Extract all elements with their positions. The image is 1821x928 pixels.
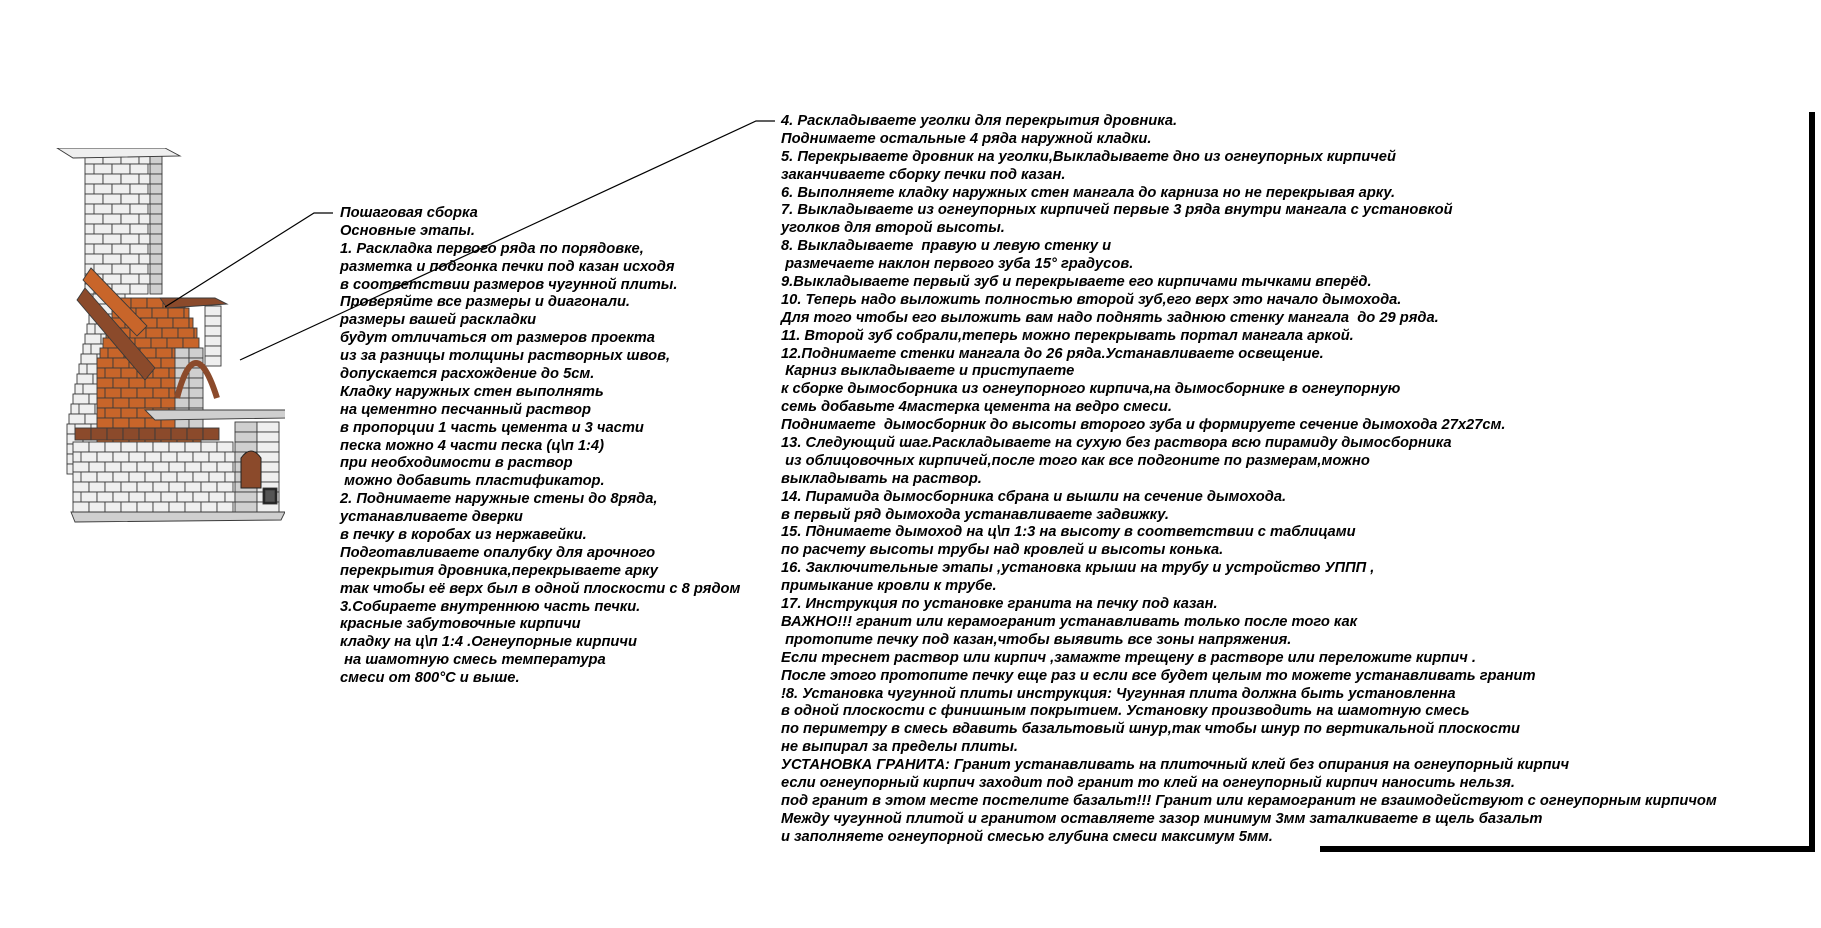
chimney-brick (103, 254, 121, 264)
firebrick-lining (189, 348, 203, 358)
right-instructions-column (781, 113, 1717, 847)
left-instruction-line: Пошаговая сборка (340, 205, 478, 221)
base-wall-brick (209, 472, 225, 482)
chimney-brick (130, 284, 148, 294)
base-wall-brick (121, 482, 137, 492)
base-wall-brick (137, 502, 153, 512)
base-wall-brick (185, 442, 201, 452)
base-wall-brick (89, 462, 105, 472)
chimney-side-brick (150, 204, 162, 214)
chimney-brick (85, 174, 103, 184)
red-core-brick (129, 378, 145, 388)
left-instruction-line: 3.Собираете внутреннюю часть печки. (340, 598, 641, 615)
base-wall-brick (121, 442, 137, 452)
left-instruction-line: в соответствии размеров чугунной плиты. (340, 276, 678, 293)
chimney-brick (112, 264, 130, 274)
base-wall-brick (145, 452, 161, 462)
left-instruction-line: так чтобы её верх был в одной плоскости с 8 рядом (340, 580, 741, 597)
right-instruction-line: заканчиваете сборку печки под казан. (781, 166, 1066, 183)
base-wall-brick (225, 452, 235, 462)
bottom-band-brick (171, 428, 187, 440)
right-instruction-line: в первый ряд дымохода устанавливаете задвижку. (781, 506, 1169, 523)
red-core-brick (113, 398, 129, 408)
red-core-brick (184, 308, 189, 318)
red-core-brick (97, 358, 113, 368)
chimney-brick (112, 244, 130, 254)
red-core-brick (129, 418, 145, 428)
red-core-brick (121, 368, 137, 378)
left-instruction-line: Кладку наружных стен выполнять (340, 383, 604, 400)
base-wall-brick (129, 472, 145, 482)
red-core-brick (178, 328, 194, 338)
kazan-stove-brick (235, 442, 257, 452)
left-instruction-line: 2. Поднимаете наружные стены до 8ряда, (340, 491, 658, 508)
chimney-brick (94, 224, 112, 234)
chimney-brick (94, 184, 112, 194)
right-instruction-line: После этого протопите печку еще раз и если все будет целым то можете устанавливать гранит (781, 667, 1536, 684)
base-wall-brick (169, 502, 185, 512)
base-wall-brick (121, 502, 137, 512)
kazan-stove-brick (257, 442, 279, 452)
base-wall-brick (201, 442, 217, 452)
base-wall-brick (169, 442, 185, 452)
base-wall-brick (137, 482, 153, 492)
red-core-brick (113, 358, 129, 368)
right-instruction-line: 11. Второй зуб собрали,теперь можно перекрывать портал мангала аркой. (781, 327, 1354, 344)
kazan-stove-brick (235, 422, 257, 432)
red-core-brick (173, 318, 189, 328)
base-wall-brick (81, 492, 97, 502)
outer-wall-brick (79, 404, 95, 414)
base-wall-brick (153, 442, 169, 452)
base-wall-brick (105, 442, 121, 452)
base-wall-brick (97, 492, 113, 502)
base-wall-brick (105, 502, 121, 512)
outer-wall-brick (73, 394, 89, 404)
base-wall-brick (121, 462, 137, 472)
chimney-brick (139, 234, 150, 244)
chimney-brick (94, 244, 112, 254)
chimney-brick (103, 234, 121, 244)
firebrick-lining (189, 368, 203, 378)
chimney-cap (57, 148, 180, 158)
left-instruction-line: из за разницы толщины растворных швов, (340, 348, 671, 365)
base-wall-brick (177, 452, 193, 462)
base-wall-brick (201, 502, 217, 512)
chimney-side-brick (150, 264, 162, 274)
chimney-side-brick (150, 194, 162, 204)
chimney-side-brick (150, 254, 162, 264)
chimney-brick (139, 214, 150, 224)
base-wall-brick (177, 472, 193, 482)
chimney-side-brick (150, 184, 162, 194)
left-instruction-line: размеры вашей раскладки (340, 312, 537, 329)
base-wall-brick (97, 452, 113, 462)
base-wall-brick (113, 452, 129, 462)
base-wall-brick (137, 462, 153, 472)
chimney-brick (130, 184, 148, 194)
left-instruction-line: устанавливаете дверки (340, 509, 523, 526)
base-wall-brick (113, 472, 129, 482)
bottom-band-brick (91, 428, 107, 440)
chimney-side-brick (150, 234, 162, 244)
red-core-brick (145, 378, 161, 388)
right-instruction-line: не выпирал за пределы плиты. (781, 739, 1019, 756)
red-core-brick (97, 378, 113, 388)
red-core-brick (183, 338, 199, 348)
red-core-brick (162, 328, 178, 338)
base-wall-brick (105, 482, 121, 492)
right-instruction-line: и заполняете огнеупорной смесью глубина смеси максимум 5мм. (781, 828, 1273, 845)
right-instruction-line: Между чугунной плитой и гранитом оставляете зазор минимум 3мм заталкиваете в щель базальт (781, 810, 1543, 827)
red-core-brick (121, 408, 137, 418)
base-wall-brick (161, 492, 177, 502)
base-wall-brick (193, 472, 209, 482)
base-wall-brick (185, 462, 201, 472)
chimney-side-brick (150, 224, 162, 234)
outer-wall-brick (69, 414, 85, 424)
right-instruction-line: к сборке дымосборника из огнеупорного кирпича,на дымосборнике в огнеупорную (781, 381, 1401, 398)
base-wall-brick (81, 452, 97, 462)
chimney-brick (85, 194, 103, 204)
chimney-side-brick (150, 284, 162, 294)
red-core-brick (113, 378, 129, 388)
base-wall-brick (169, 482, 185, 492)
left-instruction-line: смеси от 800°С и выше. (340, 670, 520, 687)
red-core-brick (153, 368, 169, 378)
bottom-band-brick (75, 428, 91, 440)
chimney-brick (130, 164, 148, 174)
left-instruction-line: Подготавливаете опалубку для арочного (340, 544, 656, 561)
red-core-brick (121, 388, 137, 398)
portal-column-brick (205, 326, 221, 336)
chimney-brick (94, 204, 112, 214)
base-wall-brick (201, 462, 217, 472)
firebrick-lining (189, 388, 203, 398)
base-wall-brick (161, 472, 177, 482)
chimney-brick (139, 194, 150, 204)
right-instruction-line: 9.Выкладываете первый зуб и перекрываете его кирпичами тычками вперёд. (781, 274, 1372, 291)
chimney-brick (139, 174, 150, 184)
base-wall-brick (209, 452, 225, 462)
base-wall-brick (89, 482, 105, 492)
red-core-brick (151, 338, 167, 348)
left-instruction-line: на цементно песчанный раствор (340, 401, 591, 418)
base-wall-brick (153, 462, 169, 472)
chimney-brick (112, 184, 130, 194)
right-instruction-line: примыкание кровли к трубе. (781, 578, 997, 595)
chimney-side-brick (150, 274, 162, 284)
right-instruction-line: если огнеупорный кирпич заходит под гранит то клей на огнеупорный кирпич наносить нельзя. (781, 774, 1515, 791)
portal-column-brick (205, 346, 221, 356)
left-instruction-line: можно добавить пластификатор. (340, 473, 605, 490)
red-core-brick (105, 408, 121, 418)
countertop-slab (145, 410, 285, 420)
right-instruction-line: по расчету высоты трубы над кровлей и высоты конька. (781, 542, 1224, 559)
left-instruction-line: перекрытия дровника,перекрываете арку (340, 562, 658, 579)
base-wall-brick (81, 472, 97, 482)
bottom-band-brick (187, 428, 203, 440)
bottom-band-brick (107, 428, 123, 440)
red-core-brick (135, 338, 151, 348)
chimney-side-brick (150, 164, 162, 174)
base-wall-brick (73, 502, 89, 512)
chimney-brick (139, 274, 150, 284)
chimney-brick (121, 234, 139, 244)
left-instruction-line: разметка и подгонка печки под казан исходя (340, 258, 675, 275)
chimney-brick (121, 194, 139, 204)
right-instruction-line: !8. Установка чугунной плиты инструкция: Чугунная плита должна быть установленна (781, 685, 1456, 702)
bottom-band-brick (203, 428, 219, 440)
left-instruction-line: будут отличаться от размеров проекта (340, 330, 655, 347)
base-wall-brick (185, 502, 201, 512)
portal-column-brick (205, 356, 221, 366)
portal-column-brick (205, 336, 221, 346)
chimney-brick (85, 214, 103, 224)
left-instruction-line: в печку в коробах из нержавейки. (340, 527, 587, 544)
right-instruction-line: уголков для второй высоты. (781, 220, 1005, 237)
left-instruction-line: в пропорции 1 часть цемента и 3 части (340, 419, 644, 436)
base-wall-brick (153, 502, 169, 512)
right-instruction-line: протопите печку под казан,чтобы выявить все зоны напряжения. (781, 631, 1292, 648)
chimney-brick (85, 254, 103, 264)
chimney-brick (94, 264, 112, 274)
chimney-brick (112, 164, 130, 174)
right-instruction-line: из облицовочных кирпичей,после того как все подгоните по размерам,можно (781, 452, 1370, 469)
right-instruction-line: 14. Пирамида дымосборника сбрана и вышли на сечение дымохода. (781, 488, 1287, 505)
red-core-brick (105, 388, 121, 398)
chimney-brick (121, 274, 139, 284)
left-instruction-line: Проверяйте все размеры и диагонали. (340, 294, 631, 311)
chimney-brick (130, 224, 148, 234)
right-instruction-line: 5. Перекрываете дровник на уголки,Выкладываете дно из огнеупорных кирпичей (781, 148, 1396, 165)
chimney-side-brick (150, 244, 162, 254)
bottom-band-brick (139, 428, 155, 440)
red-core-brick (97, 418, 113, 428)
left-instruction-line: красные забутовочные кирпичи (340, 616, 581, 633)
right-instruction-line: 16. Заключительные этапы ,установка крыши на трубу и устройство УППП , (781, 560, 1375, 577)
base-wall-brick (97, 472, 113, 482)
right-instruction-line: Для того чтобы его выложить вам надо поднять заднюю стенку мангала до 29 ряда. (781, 309, 1439, 326)
outer-wall-brick (85, 334, 101, 344)
chimney-brick (103, 194, 121, 204)
right-instruction-line: 10. Теперь надо выложить полностью второй зуб,его верх это начало дымохода. (781, 291, 1402, 308)
base-wall-brick (217, 462, 233, 472)
base-wall-brick (89, 442, 105, 452)
base-wall-brick (105, 462, 121, 472)
red-core-brick (105, 368, 121, 378)
chimney-brick (112, 204, 130, 214)
kazan-stove-brick (235, 502, 257, 512)
base-wall-brick (217, 442, 233, 452)
chimney-brick (103, 274, 121, 284)
base-wall-brick (193, 492, 209, 502)
right-instruction-line: 4. Раскладываете уголки для перекрытия дровника. (781, 113, 1178, 129)
bottom-band-brick (123, 428, 139, 440)
outer-wall-brick (81, 354, 97, 364)
bottom-band-brick (155, 428, 171, 440)
right-instruction-line: Поднимаете остальные 4 ряда наружной кладки. (781, 130, 1152, 147)
kazan-stove-brick (257, 432, 279, 442)
base-wall-brick (217, 482, 233, 492)
chimney-brick (94, 164, 112, 174)
right-instruction-line: Карниз выкладываете и приступаете (781, 363, 1075, 380)
plinth (71, 512, 285, 522)
right-instruction-line: 17. Инструкция по установке гранита на печку под казан. (781, 596, 1218, 613)
left-instruction-line: 1. Раскладка первого ряда по порядовке, (340, 240, 644, 257)
kazan-stove-brick (235, 492, 257, 502)
chimney-brick (139, 254, 150, 264)
chimney-brick (85, 234, 103, 244)
kazan-fire-door (241, 451, 261, 488)
chimney-brick (121, 254, 139, 264)
red-core-brick (97, 398, 113, 408)
red-core-brick (152, 308, 168, 318)
base-wall-brick (225, 492, 235, 502)
left-instruction-line: песка можно 4 части песка (ц\п 1:4) (340, 437, 604, 454)
right-instruction-line: в одной плоскости с финишным покрытием. Установку производить на шамотную смесь (781, 703, 1470, 720)
red-core-brick (167, 338, 183, 348)
chimney-side-brick (150, 214, 162, 224)
red-core-brick (145, 398, 161, 408)
red-core-brick (113, 418, 129, 428)
firebrick-lining (175, 398, 189, 408)
kazan-stove-brick (235, 432, 257, 442)
firebrick-lining (189, 398, 203, 408)
right-instruction-line: размечаете наклон первого зуба 15° градусов. (781, 256, 1134, 273)
chimney-brick (130, 244, 148, 254)
left-instruction-line: кладку на ц\п 1:4 .Огнеупорные кирпичи (340, 634, 637, 651)
red-core-brick (168, 308, 184, 318)
firebrick-lining (189, 378, 203, 388)
base-wall-brick (185, 482, 201, 492)
base-wall-brick (153, 482, 169, 492)
base-wall-brick (145, 492, 161, 502)
chimney-brick (121, 214, 139, 224)
chimney-brick (130, 204, 148, 214)
red-core-brick (189, 318, 193, 328)
right-instruction-line: 7. Выкладываете из огнеупорных кирпичей первые 3 ряда внутри мангала с установкой (781, 202, 1453, 219)
left-instruction-line: допускается расхождение до 5см. (340, 366, 595, 383)
red-core-brick (146, 328, 162, 338)
left-instructions-column (340, 205, 740, 688)
base-wall-brick (161, 452, 177, 462)
right-instruction-line: по периметру в смесь вдавить базальтовый шнур,так чтобы шнур по вертикальной плоскости (781, 721, 1520, 738)
right-instruction-line: УСТАНОВКА ГРАНИТА: Гранит устанавливать на плиточный клей без опирания на огнеупорный кирпич (781, 757, 1570, 774)
right-instruction-line: выкладывать на раствор. (781, 470, 982, 487)
base-wall-brick (145, 472, 161, 482)
kazan-stove-brick (257, 422, 279, 432)
portal-column-brick (205, 316, 221, 326)
chimney-brick (103, 174, 121, 184)
base-wall-brick (217, 502, 233, 512)
red-core-brick (194, 328, 197, 338)
right-instruction-line: семь добавьте 4мастерка цемента на ведро смеси. (781, 399, 1172, 416)
right-instruction-line: 12.Поднимаете стенки мангала до 26 ряда.Устанавливаете освещение. (781, 345, 1324, 362)
right-instruction-line: Если треснет раствор или кирпич ,замажте трещену в растворе или переложите кирпич . (781, 649, 1476, 666)
ash-door-inset (265, 490, 275, 502)
base-wall-brick (129, 452, 145, 462)
base-wall-brick (73, 462, 89, 472)
base-wall-brick (129, 492, 145, 502)
outer-wall-brick (77, 374, 93, 384)
red-core-brick (131, 298, 147, 308)
base-wall-brick (225, 472, 235, 482)
firebrick-lining (175, 348, 189, 358)
right-instruction-line: Поднимаете дымосборник до высоты второго зуба и формируете сечение дымохода 27х27см. (781, 417, 1506, 434)
portal-column-brick (205, 306, 221, 316)
red-core-brick (157, 318, 173, 328)
right-instruction-line: под гранит в этом месте постелите базальт!!! Гранит или керамогранит не взаимодействуют с огнеупорным кирпичом (781, 792, 1717, 809)
right-instruction-line: 6. Выполняете кладку наружных стен мангала до карниза но не перекрывая арку. (781, 184, 1396, 201)
chimney-side-brick (150, 174, 162, 184)
base-wall-brick (177, 492, 193, 502)
base-wall-brick (73, 482, 89, 492)
chimney-brick (112, 224, 130, 234)
base-wall-brick (73, 442, 89, 452)
red-core-brick (156, 348, 172, 358)
left-instruction-line: при необходимости в раствор (340, 455, 573, 472)
chimney-brick (130, 264, 148, 274)
red-core-brick (137, 388, 153, 398)
base-wall-brick (193, 452, 209, 462)
right-instruction-line: 8. Выкладываете правую и левую стенку и (781, 238, 1112, 255)
base-wall-brick (201, 482, 217, 492)
red-core-brick (153, 388, 169, 398)
base-wall-brick (89, 502, 105, 512)
left-instruction-line: на шамотную смесь температура (340, 652, 606, 669)
brick-stove-illustration (55, 148, 285, 618)
base-wall-brick (137, 442, 153, 452)
right-instruction-line: ВАЖНО!!! гранит или керамогранит устанавливать только после того как (781, 613, 1358, 630)
base-wall-brick (113, 492, 129, 502)
red-core-brick (129, 398, 145, 408)
left-instruction-line: Основные этапы. (340, 222, 475, 239)
base-wall-brick (209, 492, 225, 502)
chimney-brick (103, 214, 121, 224)
base-wall-brick (169, 462, 185, 472)
chimney-brick (121, 174, 139, 184)
right-instruction-line: 15. Пднимаете дымоход на ц\п 1:3 на высоту в соответствии с таблицами (781, 524, 1356, 541)
right-instruction-line: 13. Следующий шаг.Раскладываете на сухую без раствора всю пирамиду дымосборника (781, 435, 1452, 452)
